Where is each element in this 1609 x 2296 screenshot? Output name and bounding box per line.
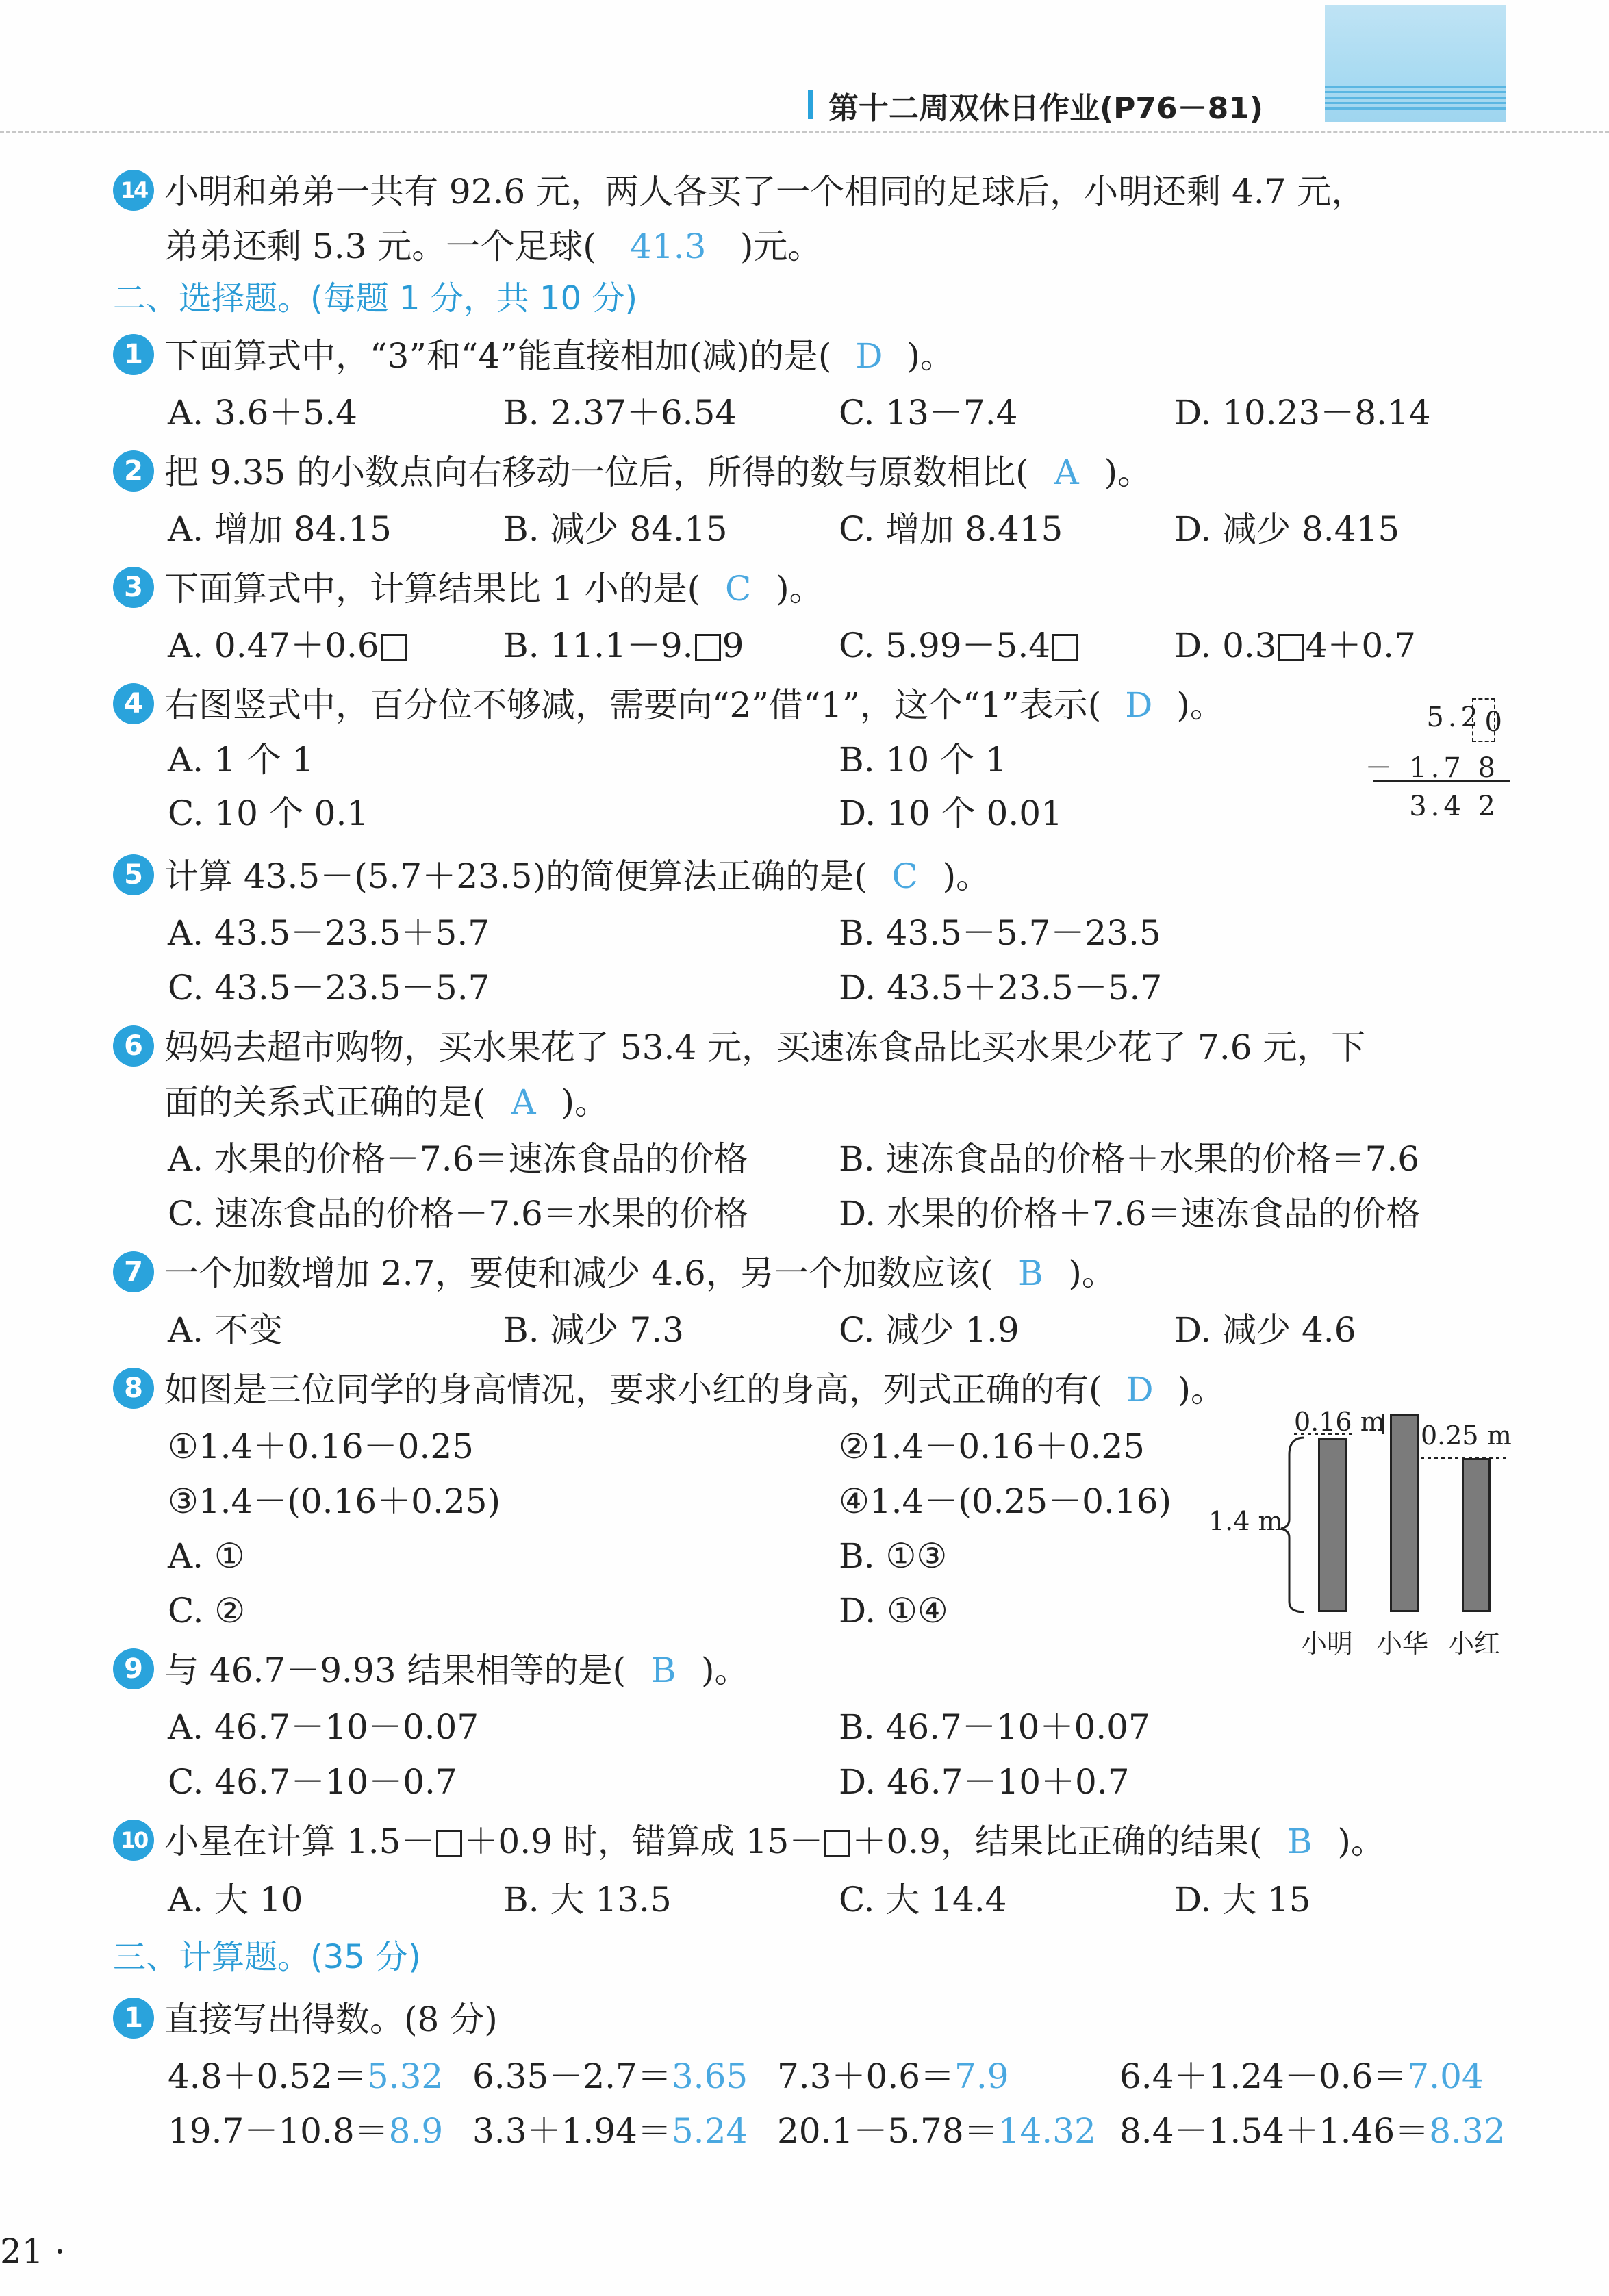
calc-item: 6.35－2.7＝3.65 <box>472 2056 748 2096</box>
option: C. 增加 8.415 <box>839 509 1063 549</box>
mc4-stem: 右图竖式中，百分位不够减，需要向“2”借“1”，这个“1”表示( D )。 <box>164 685 1224 725</box>
answer: 14.32 <box>998 2111 1096 2151</box>
answer: D <box>1125 685 1153 725</box>
option: D. 减少 4.6 <box>1174 1310 1356 1350</box>
q14-line1: 小明和弟弟一共有 92.6 元，两人各买了一个相同的足球后，小明还剩 4.7 元， <box>164 172 1366 212</box>
figure-rule <box>1373 780 1510 782</box>
header-stripes <box>1325 86 1506 120</box>
question-number-badge: 5 <box>113 854 154 895</box>
question-number-badge: 4 <box>113 683 154 724</box>
question-number-badge: 2 <box>113 450 154 492</box>
option: C. 5.99－5.4 <box>839 628 1079 663</box>
option: B. 速冻食品的价格＋水果的价格＝7.6 <box>839 1139 1420 1179</box>
option: B. 2.37＋6.54 <box>503 393 737 433</box>
question-number-badge: 8 <box>113 1368 154 1409</box>
option: A. 43.5－23.5＋5.7 <box>168 913 490 953</box>
figure-top-digit: 0 <box>1484 706 1506 738</box>
mc7-stem: 一个加数增加 2.7，要使和减少 4.6，另一个加数应该( B )。 <box>164 1253 1116 1293</box>
mc10-stem: 小星在计算 1.5－ ＋0.9 时，错算成 15－ ＋0.9，结果比正确的结果( B )。 <box>164 1822 1385 1861</box>
option: B. 大 13.5 <box>503 1880 672 1919</box>
section-title: 二、选择题。(每题 1 分，共 10 分) <box>113 279 638 318</box>
name-label: 小华 <box>1376 1629 1429 1659</box>
option: A. 46.7－10－0.07 <box>168 1707 479 1747</box>
calc-item: 3.3＋1.94＝5.24 <box>472 2111 748 2151</box>
answer: 3.65 <box>671 2056 748 2096</box>
option: C. 速冻食品的价格－7.6＝水果的价格 <box>168 1194 748 1234</box>
sub-expression: ①1.4＋0.16－0.25 <box>168 1427 474 1466</box>
option: A. ① <box>168 1536 245 1576</box>
mc6-stem-line2: 面的关系式正确的是( A )。 <box>164 1082 609 1122</box>
mc9-stem: 与 46.7－9.93 结果相等的是( B )。 <box>164 1650 749 1690</box>
calc-item: 20.1－5.78＝14.32 <box>777 2111 1096 2151</box>
answer: 7.9 <box>954 2056 1009 2096</box>
option: C. 10 个 0.1 <box>168 793 369 833</box>
option: C. 减少 1.9 <box>839 1310 1019 1350</box>
option: D. 大 15 <box>1174 1880 1311 1919</box>
answer: C <box>724 569 752 609</box>
answer: 5.24 <box>671 2111 748 2151</box>
bar-xiaohong <box>1462 1458 1491 1612</box>
option: B. 43.5－5.7－23.5 <box>839 913 1161 953</box>
option: A. 0.47＋0.6 <box>168 628 408 663</box>
option: B. 11.1－9. 9 <box>503 626 744 665</box>
calc-stem: 直接写出得数。(8 分) <box>164 2000 498 2039</box>
option: A. 增加 84.15 <box>168 509 392 549</box>
option: D. 10.23－8.14 <box>1174 393 1431 433</box>
q14-line2: 弟弟还剩 5.3 元。一个足球( 41.3 )元。 <box>164 227 822 266</box>
option: D. 43.5＋23.5－5.7 <box>839 968 1163 1008</box>
question-number-badge: 10 <box>113 1820 154 1861</box>
mc3-stem: 下面算式中，计算结果比 1 小的是( C )。 <box>164 569 824 609</box>
answer: B <box>650 1650 676 1690</box>
option: B. 减少 84.15 <box>503 509 728 549</box>
section-title: 三、计算题。(35 分) <box>113 1938 421 1976</box>
blank-box <box>1278 634 1304 661</box>
answer: B <box>1017 1253 1043 1293</box>
option: A. 水果的价格－7.6＝速冻食品的价格 <box>168 1139 748 1179</box>
sub-expression: ④1.4－(0.25－0.16) <box>839 1481 1172 1521</box>
answer: D <box>855 336 883 376</box>
figure-top-number: 5.2 <box>1426 702 1482 733</box>
option: B. 10 个 1 <box>839 740 1007 780</box>
calc-item: 8.4－1.54＋1.46＝8.32 <box>1119 2111 1506 2151</box>
answer: A <box>1054 452 1079 492</box>
answer: C <box>891 856 918 896</box>
mc8-stem: 如图是三位同学的身高情况，要求小红的身高，列式正确的有( D )。 <box>164 1370 1226 1410</box>
question-number-badge: 1 <box>113 334 154 375</box>
blank-box <box>1052 634 1078 661</box>
label-height: 1.4 m <box>1208 1506 1283 1536</box>
answer: 7.04 <box>1407 2056 1484 2096</box>
blank-box <box>381 634 407 661</box>
mc1-stem: 下面算式中，“3”和“4”能直接相加(减)的是( D )。 <box>164 336 954 376</box>
question-number-badge: 1 <box>113 1998 154 2039</box>
answer: 41.3 <box>630 227 707 266</box>
option: A. 不变 <box>168 1310 283 1350</box>
option: D. 水果的价格＋7.6＝速冻食品的价格 <box>839 1194 1421 1234</box>
question-number-badge: 7 <box>113 1251 154 1292</box>
option: A. 大 10 <box>168 1880 303 1919</box>
mc5-stem: 计算 43.5－(5.7＋23.5)的简便算法正确的是( C )。 <box>164 856 991 896</box>
option: B. 46.7－10＋0.07 <box>839 1707 1150 1747</box>
bar-xiaohua <box>1390 1414 1419 1612</box>
option: C. ② <box>168 1591 246 1631</box>
option: A. 3.6＋5.4 <box>168 393 357 433</box>
option: D. 0.3 4＋0.7 <box>1174 626 1416 665</box>
mc2-stem: 把 9.35 的小数点向右移动一位后，所得的数与原数相比( A )。 <box>164 452 1152 492</box>
name-label: 小红 <box>1448 1629 1501 1659</box>
header-divider <box>0 131 1609 133</box>
option: D. 46.7－10＋0.7 <box>839 1762 1130 1802</box>
page-number: 21 · <box>0 2232 66 2271</box>
calc-item: 7.3＋0.6＝7.9 <box>777 2056 1009 2096</box>
figure-result: 3.4 2 <box>1409 791 1499 822</box>
label-diff-b: 0.25 m <box>1421 1420 1512 1451</box>
answer: B <box>1287 1822 1313 1861</box>
calc-item: 4.8＋0.52＝5.32 <box>168 2056 444 2096</box>
figure-subtrahend: － 1.7 8 <box>1365 752 1499 784</box>
answer: D <box>1126 1370 1154 1410</box>
blank-box <box>824 1830 850 1857</box>
question-number-badge: 6 <box>113 1025 154 1067</box>
calc-item: 6.4＋1.24－0.6＝7.04 <box>1119 2056 1484 2096</box>
vertical-subtraction-figure <box>1365 691 1513 822</box>
option: D. ①④ <box>839 1591 948 1631</box>
option: C. 43.5－23.5－5.7 <box>168 968 490 1008</box>
option: C. 46.7－10－0.7 <box>168 1762 457 1802</box>
calc-item: 19.7－10.8＝8.9 <box>168 2111 444 2151</box>
option: C. 大 14.4 <box>839 1880 1007 1919</box>
label-diff-a: 0.16 m <box>1294 1407 1385 1437</box>
answer: 8.9 <box>388 2111 444 2151</box>
option: D. 10 个 0.01 <box>839 793 1063 833</box>
option: B. ①③ <box>839 1536 948 1576</box>
question-number-badge: 9 <box>113 1648 154 1689</box>
blank-box <box>695 634 721 661</box>
name-label: 小明 <box>1301 1629 1354 1659</box>
option: B. 减少 7.3 <box>503 1310 684 1350</box>
question-number-badge: 3 <box>113 567 154 608</box>
blank-box <box>436 1830 462 1857</box>
answer: 5.32 <box>366 2056 444 2096</box>
option: D. 减少 8.415 <box>1174 509 1400 549</box>
height-bar-figure <box>1208 1407 1517 1667</box>
sub-expression: ②1.4－0.16＋0.25 <box>839 1427 1145 1466</box>
bar-xiaoming <box>1318 1438 1347 1612</box>
option: C. 13－7.4 <box>839 393 1018 433</box>
sub-expression: ③1.4－(0.16＋0.25) <box>168 1481 501 1521</box>
option: A. 1 个 1 <box>168 740 314 780</box>
header-accent-bar <box>808 90 813 119</box>
question-number-badge: 14 <box>113 170 154 211</box>
answer: A <box>511 1082 536 1122</box>
answer: 8.32 <box>1429 2111 1506 2151</box>
mc6-stem-line1: 妈妈去超市购物，买水果花了 53.4 元，买速冻食品比买水果少花了 7.6 元，下 <box>164 1028 1366 1067</box>
page-title: 第十二周双休日作业(P76－81) <box>828 91 1263 126</box>
